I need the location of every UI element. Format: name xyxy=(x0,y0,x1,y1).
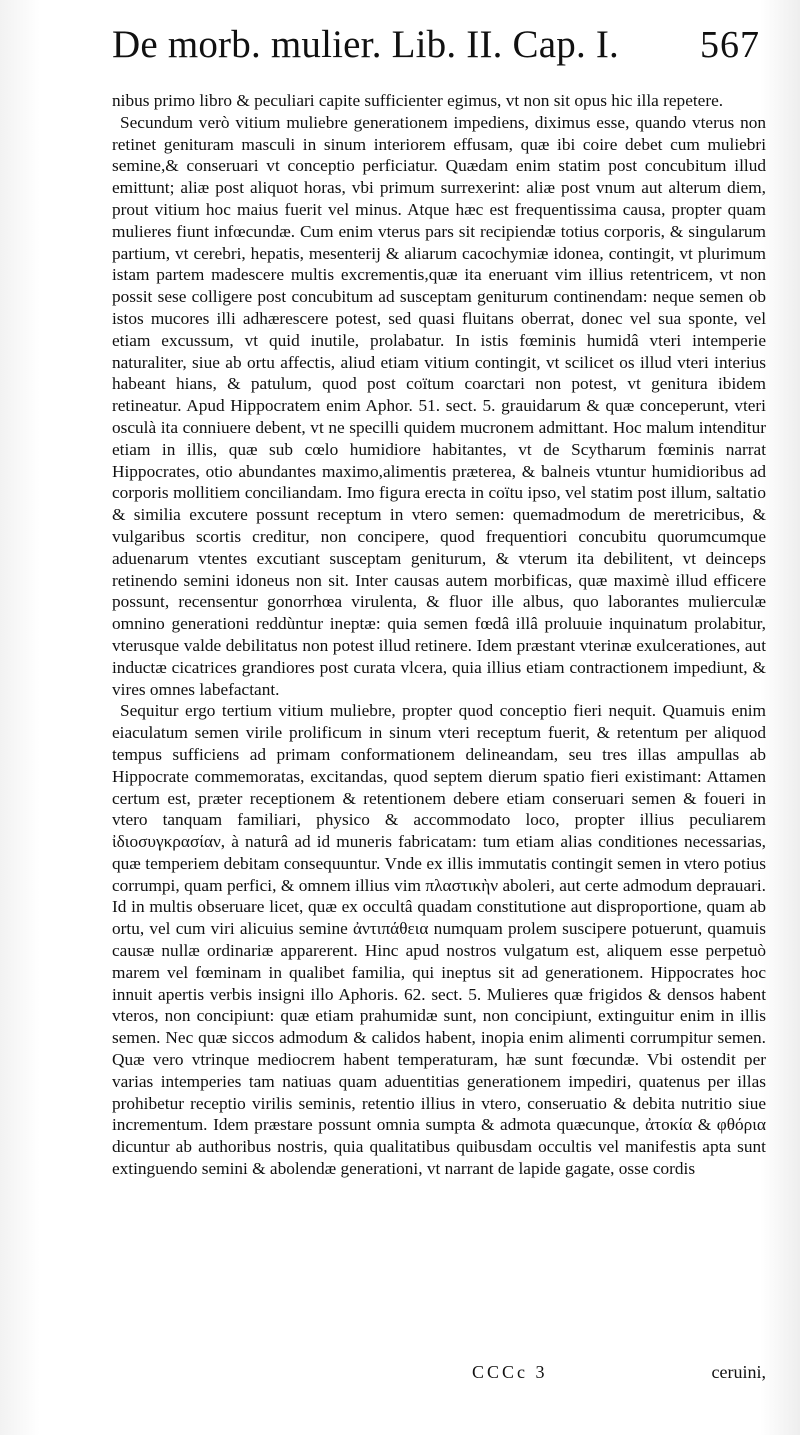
signature-mark: CCCc 3 xyxy=(472,1362,548,1382)
page-footer xyxy=(112,1362,766,1383)
paragraph-third-vitium: Sequitur ergo tertium vitium muliebre, propter quod conceptio fieri nequit. Quamuis enim eiaculatum semen virile prolificum in sinum vteri receptum fuerit, & retentum per aliquod tempus sufficiens ad primam conformationem delineandam, seu tres illas ampullas ab Hippocrate commemoratas, excitandas, quod septem dierum spatio fieri existimant: Attamen certum est, præter receptionem & retentionem debere etiam conseruari semen & foueri in vtero tanquam familiari, physico & accommodato loco, propter illius peculiarem ἰδιοσυγκρασίαν, à naturâ ad id muneris fabricatam: tum etiam alias conditiones necessarias, quæ temperiem debitam consequuntur. Vnde ex illis immutatis contingit semen in vtero potius corrumpi, quam perfici, & omnem illius vim πλαστικὴν aboleri, aut certe admodum deprauari. Id in multis obseruare licet, quæ ex occultâ quadam constitutione aut disproportione, quam ab ortu, vel cum viri alicuius semine ἀντιπάθεια numquam prolem suscipere potuerunt, quamuis causæ nullæ ordinariæ apparerent. Hinc apud nostros vulgatum est, aliquem esse perpetuò marem vel fœminam in qualibet familia, qui ineptus sit ad generationem. Hippocrates hoc innuit apertis verbis insigni illo Aphoris. 62. sect. 5. Mulieres quæ frigidos & densos habent vteros, non concipiunt: quæ etiam prahumidæ sunt, non concipiunt, extinguitur enim in illis semen. Nec quæ siccos admodum & calidos habent, inopia enim alimenti corrumpitur semen. Quæ vero vtrinque mediocrem habent temperaturam, hæ sunt fœcundæ. Vbi ostendit per varias intemperies tam natiuas quam aduentitias generationem impediri, quatenus per illas prohibetur receptio virilis seminis, retentio illius in vtero, conseruatio & debita nutritio siue incrementum. Idem præstare possunt omnia sumpta & admota quæcunque, ἀτοκία & φθόρια dicuntur ab authoribus nostris, quia qualitatibus quibusdam occultis vel manifestis apta sunt extinguendo semini & abolendæ generationi, vt narrant de lapide gagate, osse cordis xyxy=(112,701,766,1179)
running-head: De morb. mulier. Lib. II. Cap. I. xyxy=(112,23,619,66)
paragraph-continuation: nibus primo libro & peculiari capite sufficienter egimus, vt non sit opus hic illa repetere. xyxy=(112,91,724,110)
paragraph-second-vitium: Secundum verò vitium muliebre generationem impediens, diximus esse, quando vterus non retinet genituram masculi in sinum interiorem effusam, quæ ibi coire debet cum muliebri semine,& conseruari vt conceptio perficiatur. Quædam enim statim post concubitum illud emittunt; aliæ post aliquot horas, vbi primum surrexerint: aliæ post vnum aut alterum diem, prout vitium hoc maius fuerit vel minus. Atque hæc est frequentissima causa, propter quam mulieres fiunt infœcundæ. Cum enim vterus pars sit recipiendæ totius corporis, & singularum partium, vt cerebri, hepatis, mesenterij & aliarum cacochymiæ idonea, contingit, vt plurimum istam partem madescere multis excrementis,quæ ita eneruant vim illius retentricem, vt non possit sese colligere post concubitum ad susceptam geniturum continendam: neque semen ob istos mucores illi adhærescere potest, sed quasi fluitans oberrat, donec vel sua sponte, vel etiam excussum, vt quid inutile, prolabatur. In istis fœminis humidâ vteri intemperie naturaliter, siue ab ortu affectis, aliud etiam vitium contingit, vt scilicet os illud vteri interius habeant hians, & patulum, quod post coïtum coarctari non potest, vt genitura ibidem retineatur. Apud Hippocratem enim Aphor. 51. sect. 5. grauidarum & quæ conceperunt, vteri osculà ita conniuere debent, vt ne specilli quidem mucronem admittant. Hoc malum intenditur etiam in illis, quæ sub cœlo humidiore habitantes, vt de Scytharum fœminis narrat Hippocrates, otio abundantes maximo,alimentis prætereа, & balneis vtuntur humidioribus ad corporis mollitiem conciliandam. Imo figura erecta in coïtu ipso, vel statim post illum, saltatio & similia excutere possunt receptum in vtero semen: quemadmodum de meretricibus, & vulgaribus scortis creditur, non concipere, quod frequentiori concubitu quorumcumque aduenarum vtentes excutiant susceptam geniturum, & vterum ita debilitent, vt deinceps retinendo semini idoneus non sit. Inter causas autem morbificas, quæ maximè illud efficere possunt, recensentur gonorrhœa virulenta, & fluor ille albus, quo laborantes mulierculæ omnino generationi reddùntur ineptæ: quia semen fœdâ illâ proluuie inquinatum prolabitur, vterusque valde debilitatus non potest illud retinere. Idem præstant vterinæ exulcerationes, aut inductæ cicatrices grandiores post curata vlcera, quia illius etiam contractionem impediunt, & vires omnes labefactant. xyxy=(112,112,766,699)
catchword: ceruini, xyxy=(711,1362,766,1382)
page-header xyxy=(112,22,766,76)
body-text xyxy=(112,90,766,1180)
page-number: 567 xyxy=(700,24,760,66)
